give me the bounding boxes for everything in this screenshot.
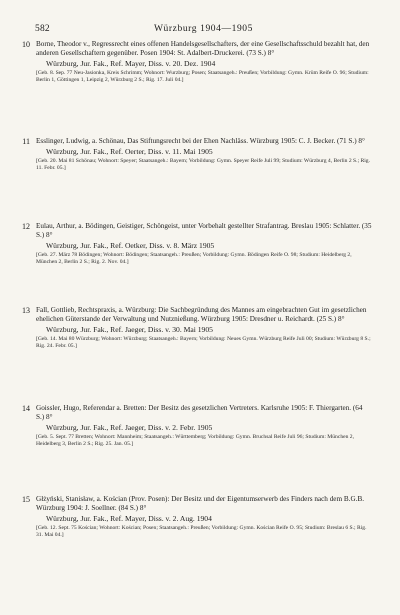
entry-bio: [Geb. 27. März 78 Bödingen; Wohnort: Bödingen; Staatsangeh.: Preußen; Vorbildung: Gymn. Bödingen Reife O. 98; Studium: Heidelberg 2, München 2, Berlin 2 S.; Rig. 2. Nov. 04.] (36, 252, 352, 266)
bibliography-entry (14, 40, 372, 85)
entry-dissertation: Würzburg, Jur. Fak., Ref. Oerter, Diss. v. 11. Mai 1905 (46, 147, 213, 157)
bibliography-entry (14, 222, 372, 267)
page-number: 582 (35, 24, 50, 34)
entry-bio: [Geb. 20. Mai 81 Schönau; Wohnort: Speyer; Staatsangeh.: Bayern; Vorbildung: Gymn. Speyer Reife Juli 99; Studium: Würzburg 4, Berlin 2 S.; Rig. 11. Febr. 05.] (36, 158, 371, 172)
entry-dissertation: Würzburg, Jur. Fak., Ref. Oetker, Diss. v. 8. März 1905 (46, 241, 215, 251)
entry-bio: [Geb. 5. Sept. 77 Bretten; Wohnort: Mannheim; Staatsangeh.: Württemberg; Vorbildung: Gymn. Bruchsal Reife Juli 96; Studium: München 2, Heidelberg 3, Berlin 2 S.; Rig. 25. Jan. 05.] (36, 434, 354, 448)
entry-number: 10 (22, 40, 30, 49)
bibliography-entry (14, 306, 372, 351)
entry-dissertation: Würzburg, Jur. Fak., Ref. Mayer, Diss. v. 20. Dez. 1904 (46, 59, 216, 69)
page-header (35, 24, 372, 36)
entry-title: Głżyński, Stanisław, a. Kościan (Prov. Posen): Der Besitz und der Eigentumserwerb des Finders nach dem B.G.B. Würzburg 1904: J. Soellner. (84 S.) 8° (36, 495, 365, 513)
entry-title: Fall, Gottlieb, Rechtspraxis, a. Würzburg: Die Sachbegründung des Mannes am eingebrachten Gut im gesetzlichen ehelichen Güterstande der Verwaltung und Nutznießung. Würzburg 1905: Dresdner u. Reichardt. (25 S.) 8° (36, 306, 367, 324)
entry-title: Borne, Theodor v., Regressrecht eines offenen Handelsgesellschafters, der eine Gesellschaftsschuld bezahlt hat, den anderen Gesellschaftern gegenüber. Posen 1904: St. Adalbert-Druckerei. (73 S.) 8° (36, 40, 370, 58)
entry-dissertation: Würzburg, Jur. Fak., Ref. Mayer, Diss. v. 2. Aug. 1904 (46, 514, 212, 524)
entry-dissertation: Würzburg, Jur. Fak., Ref. Jaeger, Diss. v. 2. Febr. 1905 (46, 423, 213, 433)
entry-number: 14 (22, 404, 30, 413)
bibliography-entry (14, 137, 372, 173)
entry-bio: [Geb. 8. Sep. 77 Neu-Jasionka, Kreis Schrimm; Wohnort: Wurzburg; Posen; Staatsangeh.: Preußen; Vorbildung: Gymn. Krüm Reife O. 96; Studium: Berlin 1, Göttingen 1, Leipzig 2, Würzburg 2 S.; Rig. 17. Juli 04.] (36, 70, 369, 84)
entry-dissertation: Würzburg, Jur. Fak., Ref. Jaeger, Diss. v. 30. Mai 1905 (46, 325, 213, 335)
entry-title: Eulau, Arthur, a. Bödingen, Geistiger, Schöngeist, unter Vorbehalt gestellter Strafantrag. Breslau 1905: Schlatter. (35 S.) 8° (36, 222, 372, 240)
bibliography-entry (14, 404, 372, 449)
entry-bio: [Geb. 12. Sept. 75 Kościan; Wohnort: Kościan; Posen; Staatsangeh.: Preußen; Vorbildung: Gymn. Kościan Reife O. 95; Studium: Breslau 6 S.; Rig. 31. Mai 04.] (36, 525, 367, 539)
bibliography-entry (14, 495, 372, 540)
entry-title: Goissler, Hugo, Referendar a. Bretten: Der Besitz des gesetzlichen Vertreters. Karlsruhe 1905: F. Thiergarten. (64 S.) 8° (36, 404, 363, 422)
entry-number: 13 (22, 306, 30, 315)
entry-bio: [Geb. 14. Mai 80 Würzburg; Wohnort: Würzburg; Staatsangeh.: Bayern; Vorbildung: Neues Gymn. Würzburg Reife Juli 00; Studium: Würzburg 8 S.; Rig. 24. Febr. 05.] (36, 336, 371, 350)
running-title: Würzburg 1904—1905 (153, 24, 253, 34)
entry-title: Esslinger, Ludwig, a. Schönau, Das Stiftungsrecht bei der Ehen Nachläss. Würzburg 1905: C. J. Becker. (71 S.) 8° (36, 137, 365, 145)
entry-number: 12 (22, 222, 30, 231)
entry-number: 11 (22, 137, 30, 146)
entry-number: 15 (22, 495, 30, 504)
